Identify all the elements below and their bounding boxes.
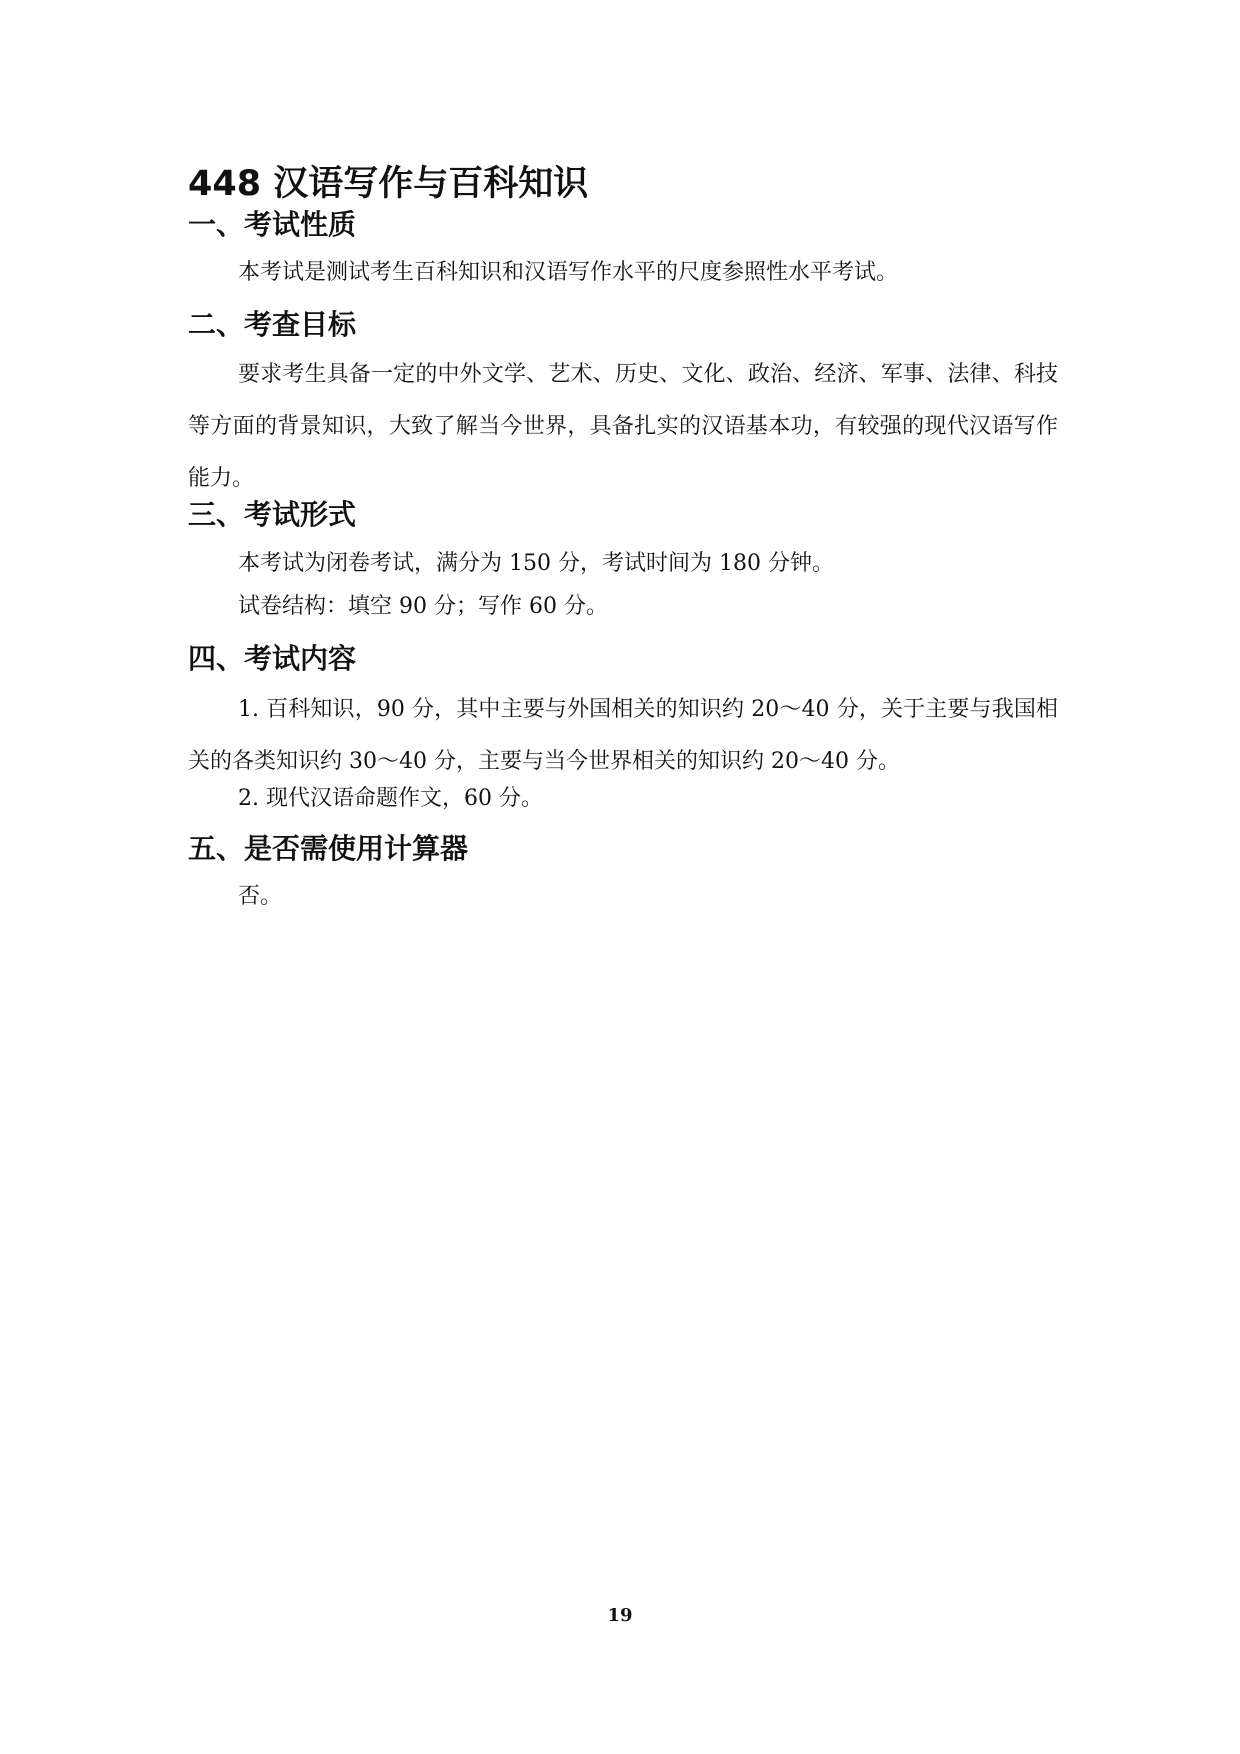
section-heading-exam-objectives: 二、考查目标 (188, 308, 357, 341)
section-heading-exam-content: 四、考试内容 (188, 642, 357, 675)
page-number: 19 (607, 1605, 633, 1626)
paragraph-composition: 2. 现代汉语命题作文，60 分。 (238, 786, 543, 811)
paragraph-exam-format: 本考试为闭卷考试，满分为 150 分，考试时间为 180 分钟。 (238, 551, 834, 576)
paragraph-exam-objectives: 要求考生具备一定的中外文学、艺术、历史、文化、政治、经济、军事、法律、科技等方面的背景知识，大致了解当今世界，具备扎实的汉语基本功，有较强的现代汉语写作能力。 (188, 362, 1058, 491)
paragraph-encyclopedic-knowledge: 1. 百科知识，90 分，其中主要与外国相关的知识约 20～40 分，关于主要与我国相关的各类知识约 30～40 分，主要与当今世界相关的知识约 20～40 分。 (188, 697, 1058, 774)
page-title: 448 汉语写作与百科知识 (188, 164, 589, 204)
section-heading-exam-format: 三、考试形式 (188, 498, 357, 531)
paragraph-calculator-answer: 否。 (238, 884, 283, 909)
section-heading-exam-nature: 一、考试性质 (188, 208, 357, 241)
paragraph-paper-structure: 试卷结构：填空 90 分；写作 60 分。 (238, 594, 608, 619)
paragraph-exam-nature: 本考试是测试考生百科知识和汉语写作水平的尺度参照性水平考试。 (238, 260, 899, 285)
section-heading-calculator: 五、是否需使用计算器 (188, 832, 469, 865)
